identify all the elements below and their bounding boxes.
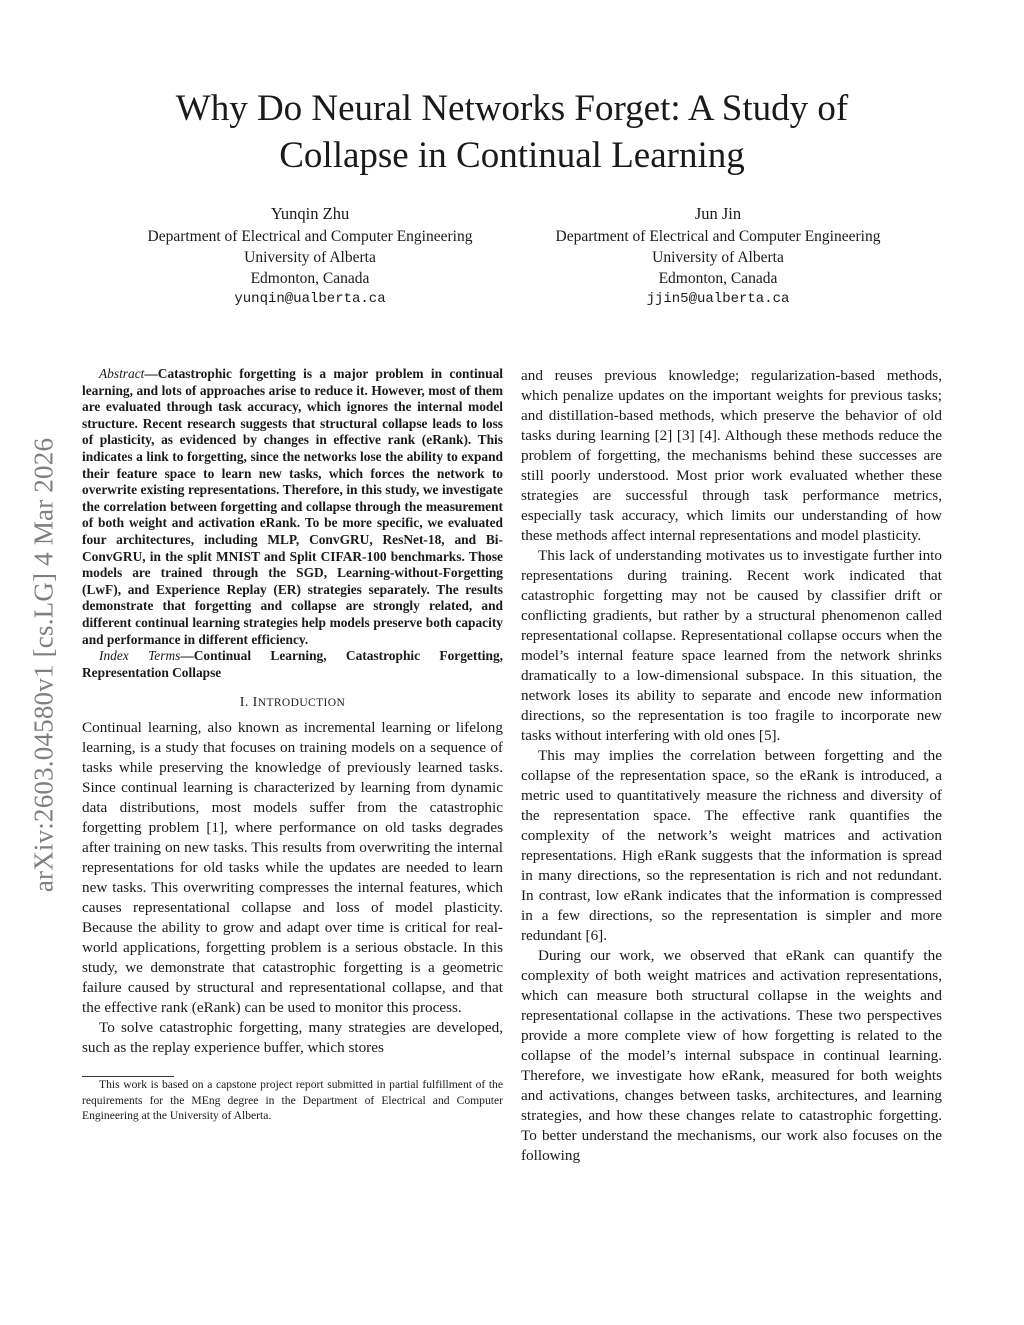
index-terms [82,648,503,681]
section-first-letter: I [252,695,258,711]
author-department: Department of Electrical and Computer Engineering [147,228,473,245]
author-email: yunqin@ualberta.ca [234,291,386,307]
section-title-rest: NTRODUCTION [257,697,346,710]
intro-paragraph-2: To solve catastrophic forgetting, many strategies are developed, such as the replay experience buffer, which stores [82,1019,503,1057]
author-university: University of Alberta [244,249,376,266]
title-line-2: Collapse in Continual Learning [279,135,745,176]
author-university: University of Alberta [652,249,784,266]
intro-paragraph-1: Continual learning, also known as incremental learning or lifelong learning, is a study that focuses on training models on a sequence of tasks while preserving the knowledge of previously learned tasks. Since continual learning is characterized by learning from dynamic data distributions, most models suffer from the catastrophic forgetting problem [1], where performance on old tasks degrades after training on new tasks. This results from overwriting the internal representations for old tasks while the updates are needed to learn new tasks. This overwriting compresses the internal features, which causes representational collapse and loss of model plasticity. Because the ability to grow and adapt over time is critical for real-world applications, forgetting problem is a serious obstacle. In this study, we demonstrate that catastrophic forgetting is a geometric failure caused by structural and representational collapse, and that the effective rank (eRank) can be used to monitor this process. [82,719,503,1017]
author-name: Jun Jin [694,204,742,223]
section-heading-introduction [82,693,503,713]
section-numeral: I. [239,695,249,711]
body-paragraph-4: During our work, we observed that eRank can quantify the complexity of both weight matrices and activation representations, which can measure both structural collapse in the weights and representational collapse in the activations. These two perspectives provide a more complete view of how forgetting is related to the collapse of the model’s internal subspace in continual learning. Therefore, we investigate how eRank, measured for both weights and activations, changes between tasks, architectures, and learning strategies, and how these changes relate to catastrophic forgetting. To better understand the mechanisms, our work also focuses on the following [521,947,942,1164]
author-department: Department of Electrical and Computer Engineering [555,228,881,245]
author-name: Yunqin Zhu [270,204,350,223]
left-column [82,366,503,1124]
author-location: Edmonton, Canada [250,270,370,287]
footnote: This work is based on a capstone project report submitted in partial fulfillment of the requirements for the MEng degree in the Department of Electrical and Computer Engineering at the University of Alberta. [82,1078,503,1123]
abstract-label: Abstract [99,366,145,381]
index-terms-label: Index Terms [99,648,181,664]
author-location: Edmonton, Canada [658,270,778,287]
paper-title [80,85,944,179]
right-column [521,366,942,1166]
arxiv-identifier-stamp: arXiv:2603.04580v1 [cs.LG] 4 Mar 2026 [28,437,59,893]
abstract [82,366,503,648]
body-paragraph-2: This lack of understanding motivates us to investigate further into representations during training. Recent work indicated that catastrophic forgetting may not be caused by classifier drift or conflicting gradients, but rather by a structural phenomenon called representational collapse. Representational collapse occurs when the model’s internal feature space learned from the network shrinks dramatically to a low-dimensional subspace. In this situation, the network loses its ability to separate and encode new information directions, so the representation is too fragile to incorporate new tasks without interfering with old ones [5]. [521,547,942,744]
abstract-text: Catastrophic forgetting is a major problem in continual learning, and lots of approaches arise to reduce it. However, most of them are evaluated through task accuracy, which ignores the internal model structure. Recent research suggests that structural collapse leads to loss of plasticity, as evidenced by changes in effective rank (eRank). This indicates a link to forgetting, since the networks lose the ability to expand their feature space to learn new tasks, which forces the network to overwrite existing representations. Therefore, in this study, we investigate the correlation between forgetting and collapse through the measurement of both weight and activation eRank. To be more specific, we evaluated four architectures, including MLP, ConvGRU, ResNet-18, and Bi-ConvGRU, in the split MNIST and Split CIFAR-100 benchmarks. Those models are trained through the SGD, Learning-without-Forgetting (LwF), and Experience Replay (ER) strategies separately. The results demonstrate that forgetting and collapse are strongly related, and different continual learning strategies help models preserve both capacity and performance in different efficiency. [82,366,503,647]
author-block-2 [518,203,918,310]
author-block-1 [110,203,510,310]
body-paragraph-1: and reuses previous knowledge; regularization-based methods, which penalize updates on the important weights for previous tasks; and distillation-based methods, which preserve the behavior of old tasks during learning [2] [3] [4]. Although these methods reduce the problem of forgetting, the mechanisms behind these successes are still poorly understood. Most prior work evaluated whether these strategies are successful through task performance metrics, especially task accuracy, which limits our understanding of how these methods affect internal representations and model plasticity. [521,367,942,544]
title-line-1: Why Do Neural Networks Forget: A Study of [175,88,849,129]
body-paragraph-3: This may implies the correlation between forgetting and the collapse of the representation space, so the eRank is introduced, a metric used to quantitatively measure the richness and diversity of the representation space. The effective rank quantifies the complexity of the network’s weight matrices and activation representations. High eRank suggests that the information is spread in many directions, so the representation is rich and not redundant. In contrast, low eRank indicates that the information is compressed in a few directions, so the representation is simpler and more redundant [6]. [521,747,942,944]
author-email: jjin5@ualberta.ca [646,291,790,307]
index-terms-text: Continual Learning, Catastrophic Forgetting, Representation Collapse [82,648,503,680]
index-terms-dash: — [180,648,194,664]
abstract-dash: — [144,366,158,381]
